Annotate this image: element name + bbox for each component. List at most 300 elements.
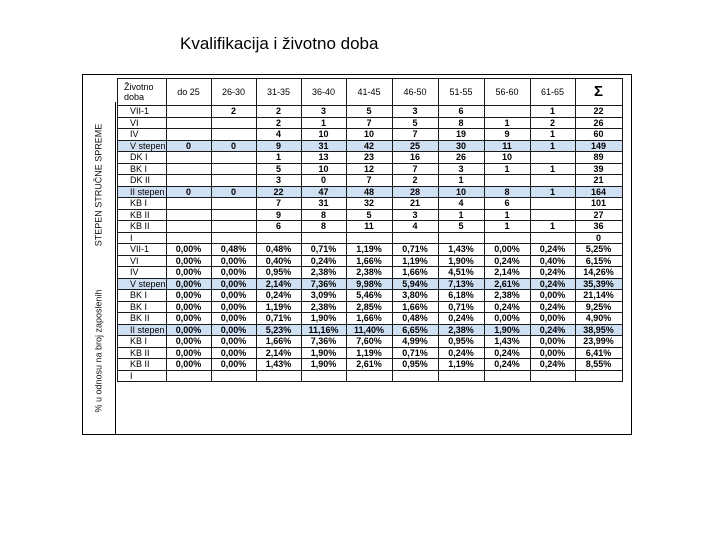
table-cell: 0,00% bbox=[166, 336, 211, 348]
table-row bbox=[118, 336, 623, 348]
table-cell: 0,00% bbox=[211, 278, 256, 290]
table-cell: 0,00% bbox=[211, 313, 256, 325]
table-row bbox=[118, 221, 623, 233]
slide-title: Kvalifikacija i životno doba bbox=[180, 34, 379, 53]
table-cell: 0,00% bbox=[166, 267, 211, 279]
row-label: IV bbox=[118, 129, 167, 141]
table-cell bbox=[166, 370, 211, 382]
table-row bbox=[118, 117, 623, 129]
header-col: 46-50 bbox=[392, 79, 438, 106]
table-cell: 0,00% bbox=[166, 301, 211, 313]
table-cell bbox=[166, 209, 211, 221]
row-sum: 22 bbox=[575, 106, 622, 118]
row-label: II stepen bbox=[118, 324, 167, 336]
table-cell: 3,09% bbox=[301, 290, 346, 302]
table-cell: 0 bbox=[211, 186, 256, 198]
table-cell: 7 bbox=[346, 175, 392, 187]
table-cell: 0,00% bbox=[211, 290, 256, 302]
table-cell: 5 bbox=[346, 106, 392, 118]
table-cell: 10 bbox=[301, 163, 346, 175]
header-col: 56-60 bbox=[484, 79, 530, 106]
table-cell: 19 bbox=[438, 129, 484, 141]
table-cell: 7 bbox=[392, 129, 438, 141]
table-cell: 2,14% bbox=[256, 347, 301, 359]
table-cell: 0,00% bbox=[211, 336, 256, 348]
header-col: do 25 bbox=[166, 79, 211, 106]
table-cell: 1 bbox=[484, 221, 530, 233]
table-cell: 3,80% bbox=[392, 290, 438, 302]
table-cell: 0,00% bbox=[166, 313, 211, 325]
table-cell bbox=[211, 232, 256, 244]
table-cell: 0,00% bbox=[166, 290, 211, 302]
table-cell: 3 bbox=[438, 163, 484, 175]
table-cell bbox=[211, 163, 256, 175]
table-cell bbox=[211, 209, 256, 221]
table-cell bbox=[211, 370, 256, 382]
table-cell: 0,24% bbox=[256, 290, 301, 302]
row-sum: 60 bbox=[575, 129, 622, 141]
row-sum: 38,95% bbox=[575, 324, 622, 336]
row-sum: 9,25% bbox=[575, 301, 622, 313]
row-label: IV bbox=[118, 267, 167, 279]
table-cell: 1,66% bbox=[346, 255, 392, 267]
table-cell: 0,00% bbox=[166, 244, 211, 256]
table-cell: 2 bbox=[392, 175, 438, 187]
table-row bbox=[118, 129, 623, 141]
header-first-cell bbox=[118, 79, 167, 106]
table-cell: 13 bbox=[301, 152, 346, 164]
table-cell: 7,60% bbox=[346, 336, 392, 348]
table-cell: 1,66% bbox=[392, 267, 438, 279]
row-sum: 164 bbox=[575, 186, 622, 198]
table-cell: 0,24% bbox=[438, 313, 484, 325]
header-col: 41-45 bbox=[346, 79, 392, 106]
table-cell: 0,00% bbox=[211, 255, 256, 267]
table-cell: 1,19% bbox=[438, 359, 484, 371]
table-cell: 4 bbox=[392, 221, 438, 233]
header-col: 61-65 bbox=[530, 79, 575, 106]
table-cell: 10 bbox=[301, 129, 346, 141]
table-cell bbox=[211, 198, 256, 210]
table-cell: 0,00% bbox=[211, 359, 256, 371]
table-cell: 1,66% bbox=[392, 301, 438, 313]
table-cell: 4,51% bbox=[438, 267, 484, 279]
table-cell: 2 bbox=[530, 117, 575, 129]
table-cell bbox=[301, 232, 346, 244]
row-sum: 26 bbox=[575, 117, 622, 129]
row-sum: 6,15% bbox=[575, 255, 622, 267]
table-row bbox=[118, 209, 623, 221]
table-cell: 0,71% bbox=[256, 313, 301, 325]
table-cell: 1,19% bbox=[256, 301, 301, 313]
table-cell: 1,19% bbox=[392, 255, 438, 267]
table-cell: 47 bbox=[301, 186, 346, 198]
table-cell: 1,90% bbox=[484, 324, 530, 336]
table-cell: 16 bbox=[392, 152, 438, 164]
table-cell: 0,24% bbox=[438, 347, 484, 359]
row-sum: 6,41% bbox=[575, 347, 622, 359]
table-cell: 3 bbox=[392, 209, 438, 221]
table-cell: 31 bbox=[301, 198, 346, 210]
table-cell: 0,24% bbox=[530, 267, 575, 279]
table-cell: 22 bbox=[256, 186, 301, 198]
table-cell: 2,38% bbox=[346, 267, 392, 279]
header-first-line1: Životno bbox=[124, 82, 154, 92]
header-col: 36-40 bbox=[301, 79, 346, 106]
table-cell: 42 bbox=[346, 140, 392, 152]
table-row bbox=[118, 278, 623, 290]
table-row bbox=[118, 232, 623, 244]
side-label-bottom-text: % u odnosu na broj zaposlenih bbox=[93, 289, 104, 413]
table-cell bbox=[346, 370, 392, 382]
table-cell: 26 bbox=[438, 152, 484, 164]
table-cell: 1 bbox=[484, 209, 530, 221]
table-cell: 1 bbox=[438, 209, 484, 221]
header-row bbox=[118, 79, 623, 106]
table-cell bbox=[530, 175, 575, 187]
table-cell: 11 bbox=[484, 140, 530, 152]
row-label: KB II bbox=[118, 359, 167, 371]
table-cell: 7,36% bbox=[301, 336, 346, 348]
table-cell: 0,00% bbox=[166, 359, 211, 371]
table-cell bbox=[166, 152, 211, 164]
row-label: I bbox=[118, 232, 167, 244]
table-cell: 1 bbox=[301, 117, 346, 129]
row-label: KB II bbox=[118, 209, 167, 221]
table-cell bbox=[484, 232, 530, 244]
table-cell: 0,24% bbox=[530, 359, 575, 371]
table-cell: 9,98% bbox=[346, 278, 392, 290]
row-label: KB I bbox=[118, 336, 167, 348]
table-cell: 11,40% bbox=[346, 324, 392, 336]
row-sum: 4,90% bbox=[575, 313, 622, 325]
table-cell: 0,00% bbox=[530, 290, 575, 302]
side-label-bottom bbox=[82, 268, 116, 434]
table-cell: 21 bbox=[392, 198, 438, 210]
table-cell: 1,90% bbox=[438, 255, 484, 267]
row-sum: 89 bbox=[575, 152, 622, 164]
table-cell bbox=[392, 232, 438, 244]
table-row bbox=[118, 267, 623, 279]
table-row bbox=[118, 255, 623, 267]
table-cell: 4,99% bbox=[392, 336, 438, 348]
row-label: BK II bbox=[118, 313, 167, 325]
table-cell: 0,71% bbox=[438, 301, 484, 313]
table-row bbox=[118, 370, 623, 382]
table-cell: 5,23% bbox=[256, 324, 301, 336]
table-cell: 31 bbox=[301, 140, 346, 152]
table-cell: 0,71% bbox=[392, 347, 438, 359]
row-sum: 23,99% bbox=[575, 336, 622, 348]
table-cell: 1 bbox=[530, 106, 575, 118]
table-cell bbox=[211, 175, 256, 187]
table-cell bbox=[530, 232, 575, 244]
table-cell: 9 bbox=[256, 209, 301, 221]
table-cell bbox=[166, 106, 211, 118]
row-sum: 35,39% bbox=[575, 278, 622, 290]
table-cell: 2,61% bbox=[484, 278, 530, 290]
table-cell: 8 bbox=[484, 186, 530, 198]
table-cell: 5,94% bbox=[392, 278, 438, 290]
table-row bbox=[118, 175, 623, 187]
table-cell: 5,46% bbox=[346, 290, 392, 302]
row-label: DK II bbox=[118, 175, 167, 187]
table-row bbox=[118, 163, 623, 175]
row-label: KB II bbox=[118, 221, 167, 233]
row-label: KB II bbox=[118, 347, 167, 359]
table-cell: 9 bbox=[484, 129, 530, 141]
header-sum: Σ bbox=[575, 79, 622, 106]
table-cell: 0,24% bbox=[530, 324, 575, 336]
side-label-top-text: STEPEN STRUČNE SPREME bbox=[93, 123, 104, 247]
table-cell: 5 bbox=[392, 117, 438, 129]
row-sum: 101 bbox=[575, 198, 622, 210]
table-row bbox=[118, 313, 623, 325]
table-cell: 7 bbox=[346, 117, 392, 129]
table-cell bbox=[530, 152, 575, 164]
table-cell: 1,66% bbox=[256, 336, 301, 348]
side-label-top bbox=[82, 102, 116, 268]
table-cell: 3 bbox=[301, 106, 346, 118]
row-sum: 36 bbox=[575, 221, 622, 233]
table-cell: 0,00% bbox=[166, 255, 211, 267]
table-cell: 0,24% bbox=[484, 301, 530, 313]
table-cell: 7,36% bbox=[301, 278, 346, 290]
table-cell: 0 bbox=[166, 186, 211, 198]
table-cell bbox=[166, 129, 211, 141]
table-cell: 0,00% bbox=[166, 347, 211, 359]
table-cell bbox=[256, 370, 301, 382]
table-cell: 0,00% bbox=[530, 336, 575, 348]
table-cell: 5 bbox=[346, 209, 392, 221]
table-cell bbox=[301, 370, 346, 382]
table-cell: 1,19% bbox=[346, 244, 392, 256]
table-cell: 2,38% bbox=[301, 301, 346, 313]
table-cell: 2 bbox=[256, 117, 301, 129]
table-cell bbox=[211, 221, 256, 233]
table-cell: 0 bbox=[211, 140, 256, 152]
header-col: 26-30 bbox=[211, 79, 256, 106]
table-cell: 1 bbox=[530, 221, 575, 233]
table-cell: 2 bbox=[256, 106, 301, 118]
table-cell: 6 bbox=[256, 221, 301, 233]
table-cell: 6 bbox=[438, 106, 484, 118]
table-cell: 7 bbox=[256, 198, 301, 210]
table-row bbox=[118, 152, 623, 164]
row-label: II stepen bbox=[118, 186, 167, 198]
table-cell: 5 bbox=[438, 221, 484, 233]
table-cell: 8 bbox=[301, 209, 346, 221]
table-row bbox=[118, 186, 623, 198]
table-cell: 0,71% bbox=[392, 244, 438, 256]
table-cell: 1,19% bbox=[346, 347, 392, 359]
table-cell: 12 bbox=[346, 163, 392, 175]
table-cell: 0,24% bbox=[484, 255, 530, 267]
table-cell bbox=[346, 232, 392, 244]
table-row bbox=[118, 301, 623, 313]
table-cell: 8 bbox=[438, 117, 484, 129]
table-cell: 0,48% bbox=[211, 244, 256, 256]
table-cell: 0,40% bbox=[530, 255, 575, 267]
table-row bbox=[118, 244, 623, 256]
table-row bbox=[118, 359, 623, 371]
table-cell: 6,18% bbox=[438, 290, 484, 302]
table-cell: 23 bbox=[346, 152, 392, 164]
table-cell: 0,00% bbox=[530, 347, 575, 359]
table-row bbox=[118, 324, 623, 336]
header-col: 31-35 bbox=[256, 79, 301, 106]
table-cell: 10 bbox=[438, 186, 484, 198]
table-cell: 6 bbox=[484, 198, 530, 210]
table-cell bbox=[166, 221, 211, 233]
table-cell bbox=[438, 370, 484, 382]
table-cell: 0 bbox=[301, 175, 346, 187]
table-cell: 3 bbox=[392, 106, 438, 118]
row-label: VI bbox=[118, 117, 167, 129]
table-cell bbox=[484, 106, 530, 118]
table-cell: 11 bbox=[346, 221, 392, 233]
table-cell: 0,48% bbox=[256, 244, 301, 256]
table-cell: 0,40% bbox=[256, 255, 301, 267]
row-label: V stepen bbox=[118, 140, 167, 152]
table-cell bbox=[166, 163, 211, 175]
row-label: BK I bbox=[118, 290, 167, 302]
table-cell: 1,43% bbox=[256, 359, 301, 371]
table-cell: 0,24% bbox=[484, 359, 530, 371]
table-cell: 0,00% bbox=[484, 313, 530, 325]
table-cell: 0,24% bbox=[530, 278, 575, 290]
table-row bbox=[118, 140, 623, 152]
table-row bbox=[118, 198, 623, 210]
table-cell: 5 bbox=[256, 163, 301, 175]
table-cell: 1 bbox=[530, 163, 575, 175]
table-cell: 48 bbox=[346, 186, 392, 198]
table-cell: 2,14% bbox=[256, 278, 301, 290]
row-sum: 21 bbox=[575, 175, 622, 187]
table-cell: 0,24% bbox=[530, 301, 575, 313]
table-cell: 1,90% bbox=[301, 359, 346, 371]
table-cell bbox=[484, 175, 530, 187]
table-cell: 0,24% bbox=[530, 244, 575, 256]
table-cell: 2,38% bbox=[301, 267, 346, 279]
table-cell bbox=[530, 198, 575, 210]
table-cell: 1,43% bbox=[484, 336, 530, 348]
row-label: BK I bbox=[118, 301, 167, 313]
table-cell: 25 bbox=[392, 140, 438, 152]
table-cell: 0,71% bbox=[301, 244, 346, 256]
table-cell: 28 bbox=[392, 186, 438, 198]
table-cell bbox=[211, 152, 256, 164]
table-cell: 0,95% bbox=[392, 359, 438, 371]
table-cell bbox=[211, 117, 256, 129]
table-cell: 1,43% bbox=[438, 244, 484, 256]
table-cell: 2,61% bbox=[346, 359, 392, 371]
row-sum bbox=[575, 370, 622, 382]
table-cell: 0,00% bbox=[530, 313, 575, 325]
table-cell: 0,00% bbox=[484, 244, 530, 256]
table-cell: 11,16% bbox=[301, 324, 346, 336]
table-cell: 1,66% bbox=[346, 313, 392, 325]
table-cell: 0,48% bbox=[392, 313, 438, 325]
row-label: I bbox=[118, 370, 167, 382]
table-row bbox=[118, 290, 623, 302]
table-cell bbox=[211, 129, 256, 141]
table-cell: 10 bbox=[346, 129, 392, 141]
row-label: VII-1 bbox=[118, 106, 167, 118]
row-label: BK I bbox=[118, 163, 167, 175]
table-cell: 1,90% bbox=[301, 313, 346, 325]
table-cell: 0,24% bbox=[484, 347, 530, 359]
table-cell bbox=[438, 232, 484, 244]
table-cell: 0,95% bbox=[438, 336, 484, 348]
table-cell bbox=[484, 370, 530, 382]
table-cell: 1 bbox=[484, 117, 530, 129]
table-cell: 8 bbox=[301, 221, 346, 233]
table-cell bbox=[530, 209, 575, 221]
table-cell: 4 bbox=[438, 198, 484, 210]
table-cell: 0,00% bbox=[166, 324, 211, 336]
table-cell: 3 bbox=[256, 175, 301, 187]
table-row bbox=[118, 106, 623, 118]
row-label: V stepen bbox=[118, 278, 167, 290]
table-cell: 1 bbox=[530, 186, 575, 198]
table-cell: 9 bbox=[256, 140, 301, 152]
table-cell: 32 bbox=[346, 198, 392, 210]
header-col: 51-55 bbox=[438, 79, 484, 106]
table-row bbox=[118, 347, 623, 359]
table-cell bbox=[530, 370, 575, 382]
table-cell: 0,24% bbox=[301, 255, 346, 267]
row-sum: 27 bbox=[575, 209, 622, 221]
table-cell bbox=[392, 370, 438, 382]
table-cell: 2,14% bbox=[484, 267, 530, 279]
table-cell bbox=[166, 232, 211, 244]
table-cell: 1 bbox=[530, 129, 575, 141]
table-body bbox=[118, 106, 623, 382]
row-label: VII-1 bbox=[118, 244, 167, 256]
table-cell: 2 bbox=[211, 106, 256, 118]
table-cell bbox=[166, 198, 211, 210]
table-cell: 2,38% bbox=[438, 324, 484, 336]
table-cell: 0,00% bbox=[211, 324, 256, 336]
row-sum: 14,26% bbox=[575, 267, 622, 279]
table-cell: 1 bbox=[256, 152, 301, 164]
table-cell: 2,85% bbox=[346, 301, 392, 313]
data-table bbox=[117, 78, 623, 382]
table-cell: 1 bbox=[530, 140, 575, 152]
table-cell: 0,00% bbox=[211, 267, 256, 279]
table-cell: 0,00% bbox=[211, 347, 256, 359]
table-cell: 1,90% bbox=[301, 347, 346, 359]
row-sum: 21,14% bbox=[575, 290, 622, 302]
row-sum: 39 bbox=[575, 163, 622, 175]
table-cell: 2,38% bbox=[484, 290, 530, 302]
table-cell: 7 bbox=[392, 163, 438, 175]
table-cell: 30 bbox=[438, 140, 484, 152]
row-sum: 0 bbox=[575, 232, 622, 244]
table-cell bbox=[166, 117, 211, 129]
table-cell: 1 bbox=[438, 175, 484, 187]
table-cell: 7,13% bbox=[438, 278, 484, 290]
row-label: VI bbox=[118, 255, 167, 267]
table-cell bbox=[256, 232, 301, 244]
row-label: DK I bbox=[118, 152, 167, 164]
table-cell: 6,65% bbox=[392, 324, 438, 336]
row-sum: 8,55% bbox=[575, 359, 622, 371]
table-cell: 4 bbox=[256, 129, 301, 141]
table-cell: 0,00% bbox=[166, 278, 211, 290]
table-cell: 0,00% bbox=[211, 301, 256, 313]
